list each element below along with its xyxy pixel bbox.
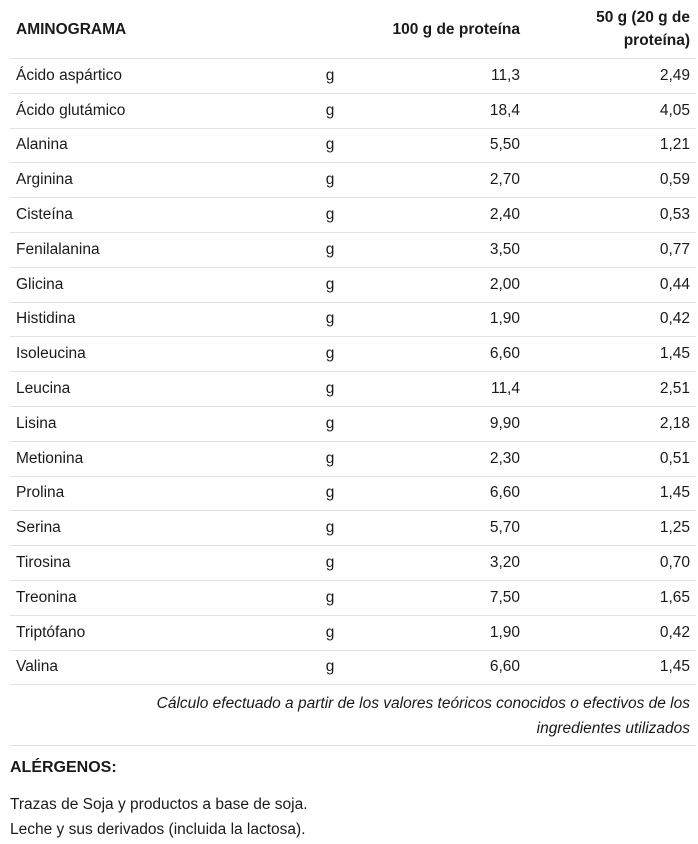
value-per-50g: 0,53: [526, 198, 696, 233]
value-per-50g: 1,45: [526, 650, 696, 685]
unit-cell: g: [290, 511, 370, 546]
table-body: [10, 59, 696, 685]
value-per-100g: 5,50: [370, 128, 526, 163]
value-per-50g: 1,65: [526, 580, 696, 615]
value-per-100g: 11,3: [370, 59, 526, 94]
value-per-100g: 6,60: [370, 476, 526, 511]
unit-cell: g: [290, 128, 370, 163]
unit-cell: g: [290, 163, 370, 198]
table-row: [10, 232, 696, 267]
unit-cell: g: [290, 93, 370, 128]
allergen-line: Trazas de Soja y productos a base de soja.: [10, 796, 308, 813]
value-per-100g: 7,50: [370, 580, 526, 615]
table-row: [10, 615, 696, 650]
table-row: [10, 267, 696, 302]
unit-cell: g: [290, 198, 370, 233]
table-row: [10, 650, 696, 685]
value-per-100g: 2,70: [370, 163, 526, 198]
amino-acid-name: Histidina: [10, 302, 290, 337]
table-header-row: [10, 0, 696, 59]
table-row: [10, 93, 696, 128]
unit-cell: g: [290, 59, 370, 94]
table-row: [10, 337, 696, 372]
table-row: [10, 441, 696, 476]
amino-acid-name: Tirosina: [10, 546, 290, 581]
amino-acid-name: Treonina: [10, 580, 290, 615]
value-per-50g: 2,49: [526, 59, 696, 94]
amino-acid-name: Cisteína: [10, 198, 290, 233]
value-per-50g: 1,21: [526, 128, 696, 163]
value-per-100g: 18,4: [370, 93, 526, 128]
unit-cell: g: [290, 650, 370, 685]
value-per-50g: 1,45: [526, 476, 696, 511]
value-per-100g: 2,00: [370, 267, 526, 302]
allergens-title: ALÉRGENOS:: [10, 759, 117, 776]
value-per-100g: 6,60: [370, 337, 526, 372]
allergen-line: Leche y sus derivados (incluida la lactosa).: [10, 821, 306, 838]
amino-acid-name: Leucina: [10, 372, 290, 407]
value-per-100g: 1,90: [370, 302, 526, 337]
table-row: [10, 163, 696, 198]
header-aminograma: AMINOGRAMA: [10, 0, 290, 59]
unit-cell: g: [290, 546, 370, 581]
table-row: [10, 580, 696, 615]
value-per-100g: 3,20: [370, 546, 526, 581]
table-row: [10, 372, 696, 407]
value-per-100g: 9,90: [370, 406, 526, 441]
table-row: [10, 511, 696, 546]
value-per-50g: 0,70: [526, 546, 696, 581]
value-per-100g: 2,30: [370, 441, 526, 476]
value-per-50g: 2,18: [526, 406, 696, 441]
table-row: [10, 198, 696, 233]
calculation-note: Cálculo efectuado a partir de los valores teóricos conocidos o efectivos de los ingredientes utilizados: [10, 685, 696, 746]
unit-cell: g: [290, 372, 370, 407]
amino-acid-name: Fenilalanina: [10, 232, 290, 267]
unit-cell: g: [290, 337, 370, 372]
value-per-50g: 0,42: [526, 302, 696, 337]
unit-cell: g: [290, 441, 370, 476]
table-row: [10, 59, 696, 94]
amino-acid-name: Alanina: [10, 128, 290, 163]
header-per-100g: 100 g de proteína: [370, 0, 526, 59]
unit-cell: g: [290, 580, 370, 615]
table-row: [10, 128, 696, 163]
aminogram-table: [10, 0, 696, 685]
value-per-100g: 1,90: [370, 615, 526, 650]
amino-acid-name: Lisina: [10, 406, 290, 441]
unit-cell: g: [290, 615, 370, 650]
table-row: [10, 476, 696, 511]
value-per-100g: 3,50: [370, 232, 526, 267]
value-per-50g: 0,77: [526, 232, 696, 267]
amino-acid-name: Triptófano: [10, 615, 290, 650]
amino-acid-name: Isoleucina: [10, 337, 290, 372]
value-per-50g: 1,25: [526, 511, 696, 546]
amino-acid-name: Arginina: [10, 163, 290, 198]
value-per-50g: 0,42: [526, 615, 696, 650]
value-per-50g: 2,51: [526, 372, 696, 407]
amino-acid-name: Ácido aspártico: [10, 59, 290, 94]
value-per-100g: 5,70: [370, 511, 526, 546]
amino-acid-name: Glicina: [10, 267, 290, 302]
aminogram-section: [10, 0, 698, 746]
unit-cell: g: [290, 476, 370, 511]
unit-cell: g: [290, 232, 370, 267]
unit-cell: g: [290, 267, 370, 302]
value-per-100g: 11,4: [370, 372, 526, 407]
table-row: [10, 406, 696, 441]
amino-acid-name: Metionina: [10, 441, 290, 476]
value-per-50g: 4,05: [526, 93, 696, 128]
header-per-50g: 50 g (20 g de proteína): [526, 0, 696, 59]
table-row: [10, 302, 696, 337]
header-unit: [290, 0, 370, 59]
value-per-50g: 0,51: [526, 441, 696, 476]
amino-acid-name: Valina: [10, 650, 290, 685]
amino-acid-name: Ácido glutámico: [10, 93, 290, 128]
amino-acid-name: Prolina: [10, 476, 290, 511]
amino-acid-name: Serina: [10, 511, 290, 546]
unit-cell: g: [290, 302, 370, 337]
table-row: [10, 546, 696, 581]
value-per-50g: 0,59: [526, 163, 696, 198]
unit-cell: g: [290, 406, 370, 441]
value-per-50g: 1,45: [526, 337, 696, 372]
value-per-100g: 6,60: [370, 650, 526, 685]
value-per-50g: 0,44: [526, 267, 696, 302]
value-per-100g: 2,40: [370, 198, 526, 233]
